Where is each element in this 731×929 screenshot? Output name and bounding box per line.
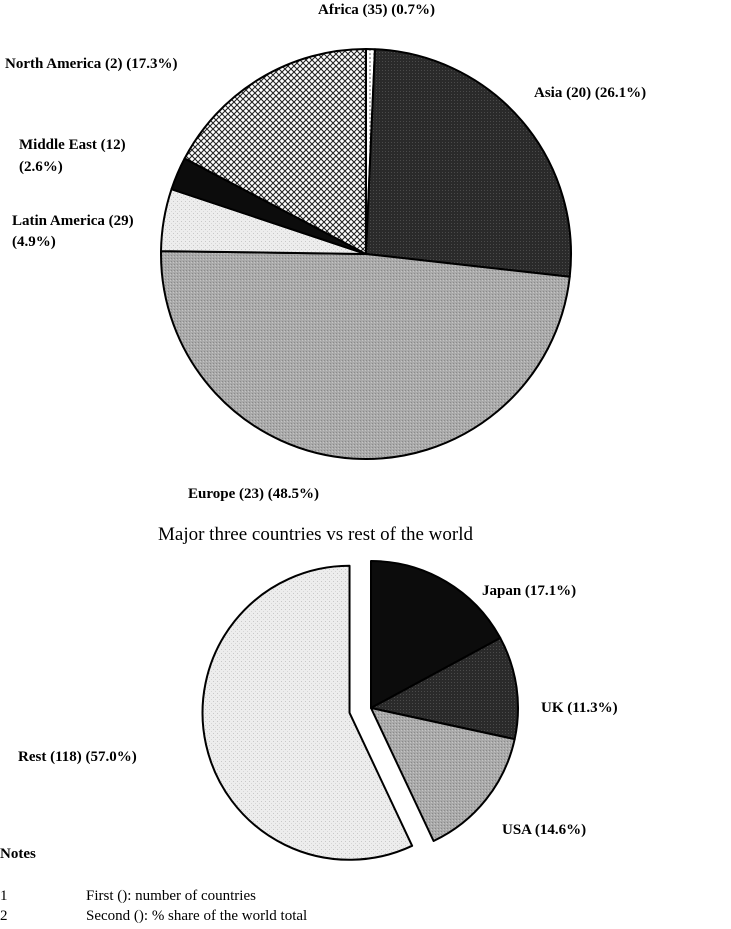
note-2-number: 2 <box>0 908 8 924</box>
regions-slice-3 <box>161 251 570 459</box>
label-europe: Europe (23) (48.5%) <box>188 486 319 502</box>
regions-slice-2 <box>366 49 571 277</box>
pie-countries <box>203 561 518 860</box>
note-2-text: Second (): % share of the world total <box>86 908 308 924</box>
label-uk: UK (11.3%) <box>541 700 618 716</box>
note-1-text: First (): number of countries <box>86 888 256 904</box>
label-usa: USA (14.6%) <box>502 822 587 838</box>
note-1 <box>0 888 256 905</box>
note-1-number: 1 <box>0 888 8 904</box>
label-rest: Rest (118) (57.0%) <box>18 749 137 765</box>
notes-title: Notes <box>0 846 36 862</box>
label-japan: Japan (17.1%) <box>482 583 577 599</box>
label-latin-america-share: (4.9%) <box>12 234 56 250</box>
note-2 <box>0 908 307 925</box>
label-north-america: North America (2) (17.3%) <box>5 56 178 72</box>
second-chart-title: Major three countries vs rest of the world <box>158 524 473 545</box>
label-latin-america: Latin America (29) <box>12 213 134 229</box>
label-middle-east-share: (2.6%) <box>19 159 63 175</box>
pie-regions <box>161 49 571 459</box>
label-africa: Africa (35) (0.7%) <box>318 2 436 18</box>
label-asia: Asia (20) (26.1%) <box>534 85 647 101</box>
label-middle-east: Middle East (12) <box>19 137 126 153</box>
